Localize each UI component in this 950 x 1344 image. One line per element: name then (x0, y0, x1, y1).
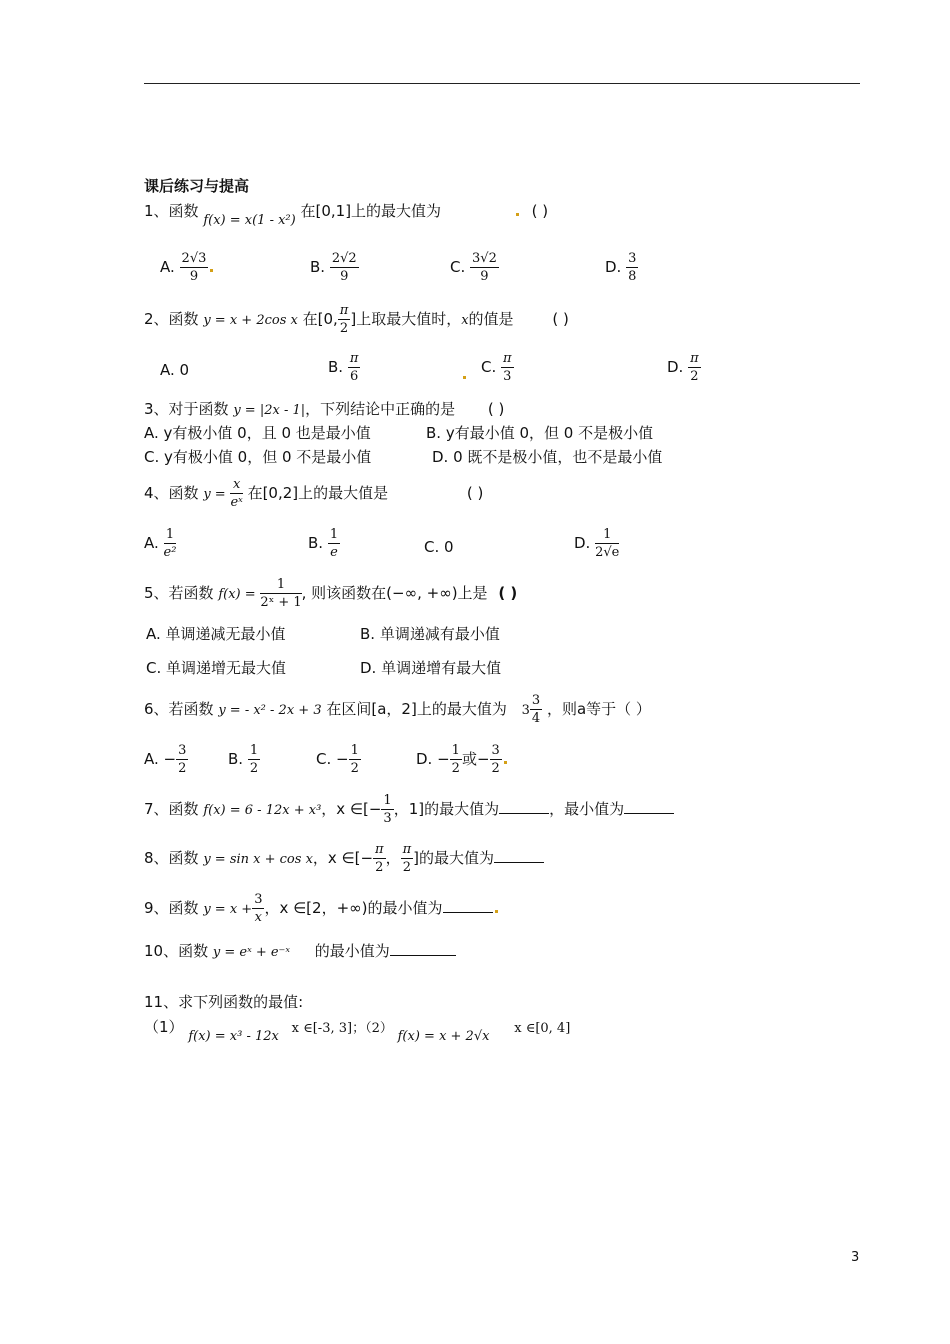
question-2: 2、函数 y = x + 2cos x 在[0, $\frac{\pi}{2}$ ]上取最大值时，x的值是 ( ) (144, 303, 569, 336)
answer-blank[interactable] (494, 850, 544, 863)
question-4: 4、函数 y = $\frac{x}{\text{eˣ}}$ 在[0,2]上的最大值是 ( ) (144, 477, 484, 510)
q1-function: f(x) = x(1 - x²) (203, 213, 296, 228)
header-rule (144, 83, 860, 84)
section-title: 课后练习与提高 (144, 177, 250, 195)
q3-option-b: B. y有最小值 0，但 0 不是极小值 (426, 424, 654, 442)
q6-option-b: B. $\frac{1}{2}$ (228, 743, 259, 776)
answer-blank[interactable] (443, 900, 493, 913)
q5-option-c: C. 单调递增无最大值 (146, 659, 287, 677)
page-number: 3 (851, 1250, 860, 1265)
mark (516, 213, 519, 216)
question-10: 10、函数 y = eˣ + e⁻ˣ 的最小值为 (144, 940, 456, 961)
q1-option-b: B. $\frac{2√2}{9}$ (310, 251, 357, 284)
q8-function: y = sin x + cos x (203, 852, 313, 868)
q6-function: y = - x² - 2x + 3 (218, 703, 322, 719)
q3-option-a: A. y有极小值 0，且 0 也是最小值 (144, 424, 371, 442)
q10-function: y = eˣ + e⁻ˣ (212, 945, 291, 960)
q4-option-b: B. $\frac{1}{e}$ (308, 527, 339, 560)
q1-option-a: A. $\frac{2√3}{9}$ (160, 252, 213, 283)
q6-option-c: C. − $\frac{1}{2}$ (316, 743, 359, 776)
q6-option-d: D. − $\frac{1}{2}$ 或− $\frac{3}{2}$ (416, 744, 507, 775)
q2-option-c: C. $\frac{\pi}{3}$ (481, 351, 512, 384)
question-1: 1、函数 f(x) = x(1 - x²) 在[0,1]上的最大值为 ( ) (144, 202, 549, 228)
answer-blank[interactable] (624, 801, 674, 814)
q4-option-a: A. $\frac{1}{\text{e²}}$ (144, 527, 177, 560)
q9-function: y = x + (203, 902, 253, 918)
question-8: 8、函数 y = sin x + cos x，x ∈[− $\frac{\pi}{2}$ ， $\frac{\pi}{2}$ ]的最大值为 (144, 843, 544, 874)
answer-blank[interactable] (499, 801, 549, 814)
q3-option-c: C. y有极小值 0，但 0 不是最小值 (144, 448, 372, 466)
q3-function: y = |2x - 1| (233, 403, 306, 418)
q4-option-c: C. 0 (424, 538, 454, 556)
question-11: 11、求下列函数的最值: (144, 993, 304, 1011)
q7-function: f(x) = 6 - 12x + x³ (203, 803, 322, 819)
q5-option-b: B. 单调递减有最小值 (360, 625, 500, 643)
mark (504, 761, 507, 764)
question-9: 9、函数 y = x + $\frac{3}{x}$ ，x ∈[2，+∞)的最小值为 (144, 893, 498, 924)
mark (461, 365, 466, 383)
q5-option-a: A. 单调递减无最小值 (146, 625, 286, 643)
q4-option-d: D. $\frac{1}{2√e}$ (574, 527, 620, 560)
q5-option-d: D. 单调递增有最大值 (360, 659, 502, 677)
mark (210, 269, 213, 272)
question-5: 5、若函数 f(x) = $\frac{1}{\text{2ˣ + 1}}$ , 则该函数在(−∞, +∞)上是 ( ) (144, 577, 518, 610)
question-6: 6、若函数 y = - x² - 2x + 3 在区间[a，2]上的最大值为 3 $\frac{3}{4}$ ，则a等于（ ） (144, 693, 651, 726)
q1-option-d: D. $\frac{3}{8}$ (605, 251, 637, 284)
q3-option-d: D. 0 既不是极小值，也不是最小值 (432, 448, 663, 466)
q2-function: y = x + 2cos x (203, 313, 298, 329)
question-7: 7、函数 f(x) = 6 - 12x + x³，x ∈[− $\frac{1}{3}$ ，1]的最大值为 ，最小值为 (144, 794, 674, 825)
q6-option-a: A. − $\frac{3}{2}$ (144, 743, 187, 776)
q11-parts: （1） f(x) = x³ - 12x x ∈[-3, 3]；（2） f(x) = x + 2√x x ∈[0, 4] (144, 1018, 571, 1044)
q2-option-d: D. $\frac{\pi}{2}$ (667, 351, 699, 384)
q1-option-c: C. $\frac{3√2}{9}$ (450, 251, 497, 284)
q2-option-a: A. 0 (160, 361, 190, 379)
q2-option-b: B. $\frac{\pi}{6}$ (328, 351, 359, 384)
answer-blank[interactable] (390, 943, 456, 956)
mark (495, 910, 498, 913)
question-3: 3、对于函数 y = |2x - 1|，下列结论中正确的是 ( ) (144, 400, 505, 418)
